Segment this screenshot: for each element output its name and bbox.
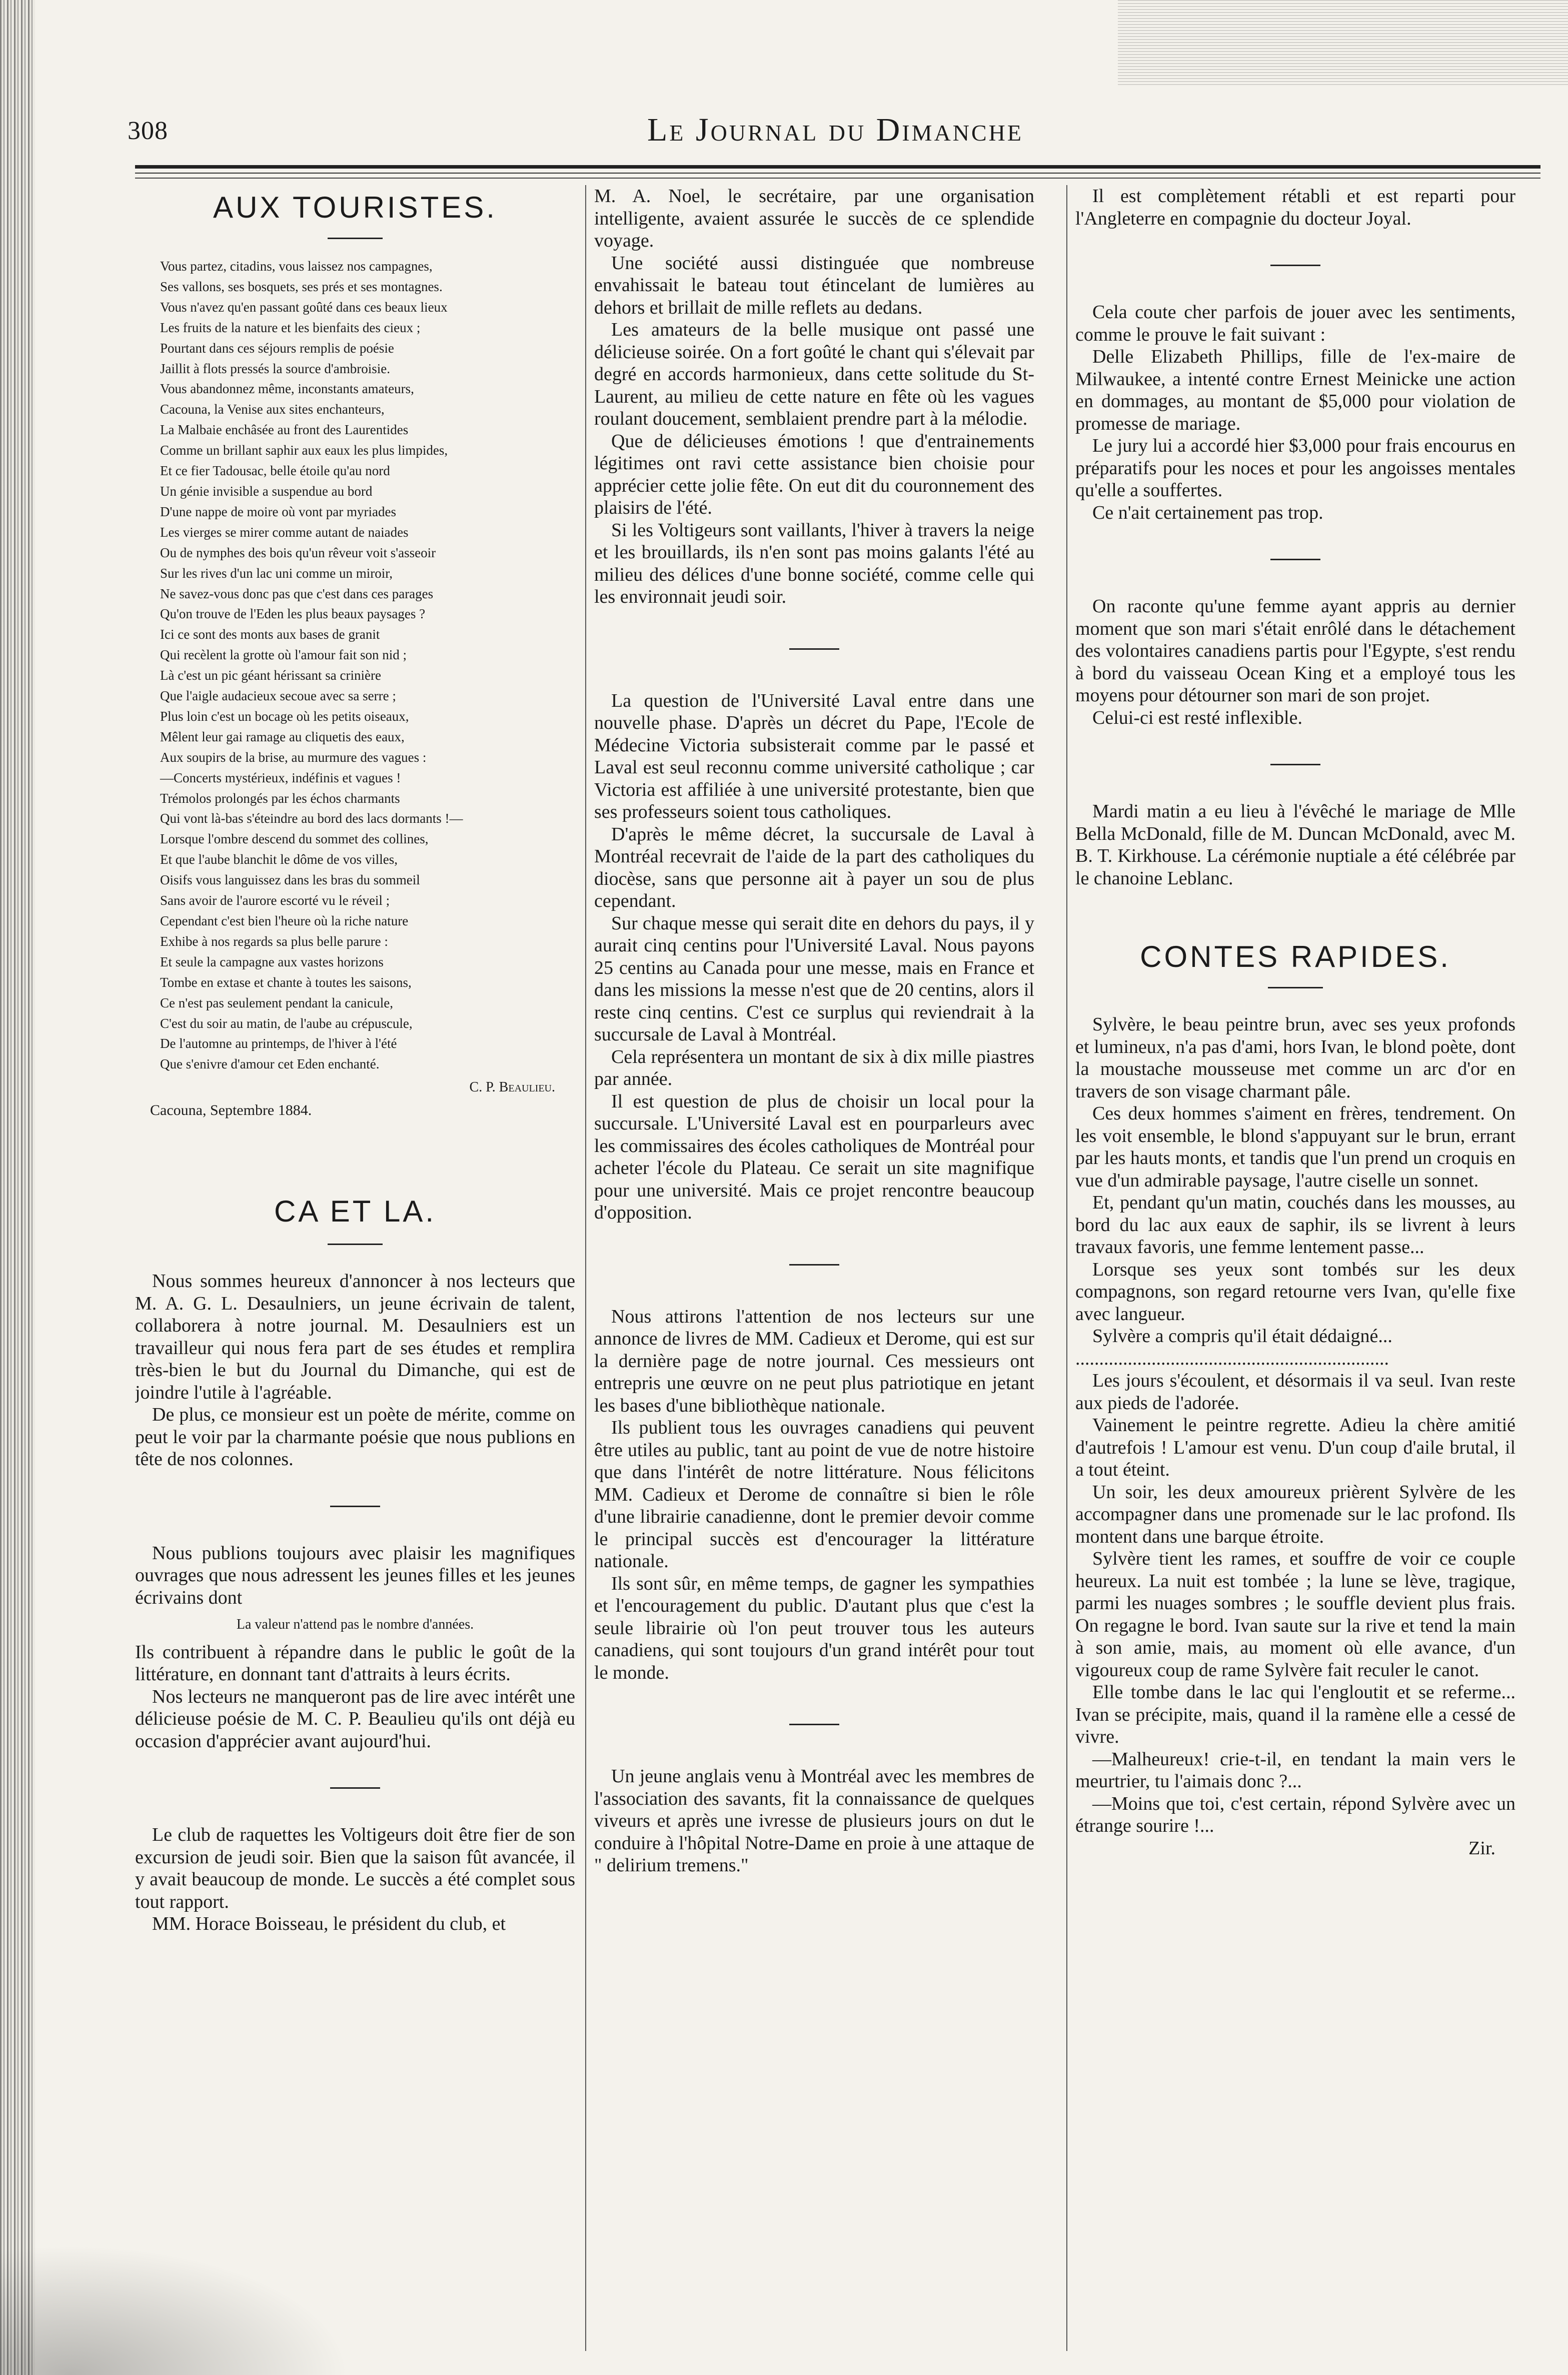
poem-line: Jaillit à flots pressés la source d'ambroisie. [160, 361, 391, 376]
poem-line: Là c'est un pic géant hérissant sa crinière [160, 668, 381, 683]
article-separator [1270, 559, 1320, 560]
paragraph: Et, pendant qu'un matin, couchés dans les mousses, au bord du lac aux eaux de saphir, ils se livrent à leurs travaux favoris, une femme lentement passe... [1075, 1192, 1515, 1258]
section-title-contes-rapides: CONTES RAPIDES. [1140, 940, 1451, 973]
article-separator [330, 1787, 380, 1789]
story-signature: Zir. [1468, 1837, 1495, 1859]
paragraph: MM. Horace Boisseau, le président du club, et [152, 1913, 506, 1935]
journal-title: Le Journal du Dimanche [647, 112, 1024, 148]
page-header [128, 105, 1543, 160]
paragraph: Nous attirons l'attention de nos lecteurs sur une annonce de livres de MM. Cadieux et Derome, qui est sur la dernière page de notre journal. Ces messieurs ont entrepris une œuvre on ne peut plus patriotique en jetant les bases d'une bibliothèque nationale. [594, 1306, 1034, 1416]
poem-line: Et que l'aube blanchit le dôme de vos villes, [160, 852, 398, 867]
article-separator [330, 1506, 380, 1507]
poem-line: C'est du soir au matin, de l'aube au crépuscule, [160, 1015, 413, 1031]
ca-et-la-body [135, 1270, 575, 1935]
poem-line: Plus loin c'est un bocage où les petits oiseaux, [160, 708, 409, 724]
poem-line: Ou de nymphes des bois qu'un rêveur voit s'asseoir [160, 545, 436, 560]
paragraph: Delle Elizabeth Phillips, fille de l'ex-maire de Milwaukee, a intenté contre Ernest Meinicke une action en dommages, au montant de $5,000 pour violation de promesse de mariage. [1075, 346, 1515, 434]
poem-line: De l'automne au printemps, de l'hiver à l'été [160, 1036, 397, 1051]
paragraph: Un soir, les deux amoureux prièrent Sylvère de les accompagner dans une promenade sur le lac profond. Ils montent dans une barque étroite. [1075, 1481, 1515, 1547]
article-separator [789, 1264, 839, 1266]
poem-line: Les fruits de la nature et les bienfaits des cieux ; [160, 320, 421, 335]
poem-line: Et seule la campagne aux vastes horizons [160, 954, 384, 969]
poem-line: Qu'on trouve de l'Eden les plus beaux paysages ? [160, 606, 426, 622]
paragraph: Sylvère, le beau peintre brun, avec ses yeux profonds et lumineux, n'a pas d'ami, hors Ivan, le blond poète, dont la moustache mousseuse met comme un arc d'or en travers de son visage charmant pâle. [1075, 1014, 1515, 1102]
poem-line: Aux soupirs de la brise, au murmure des vagues : [160, 749, 427, 765]
paragraph: Si les Voltigeurs sont vaillants, l'hiver à travers la neige et les brouillards, ils n'en sont pas moins galants l'été au milieu des délices d'une bonne société, comme celle qui les environnait jeudi soir. [594, 519, 1034, 607]
poem-line: Un génie invisible a suspendue au bord [160, 483, 373, 499]
column-1 [135, 185, 575, 2351]
paragraph: Les amateurs de la belle musique ont passé une délicieuse soirée. On a fort goûté le chant qui s'élevait par degré en accords harmonieux, dans cette solitude du St-Laurent, au milieu de cette nature en fête où les vagues roulant doucement, semblaient prendre part à la mélodie. [594, 319, 1034, 429]
column-rule-1 [585, 185, 586, 2351]
poem-line: La Malbaie enchâsée au front des Laurentides [160, 422, 409, 438]
poem-line: Vous abandonnez même, inconstants amateurs, [160, 381, 414, 397]
section-title-ca-et-la: CA ET LA. [274, 1195, 437, 1229]
paragraph: Les jours s'écoulent, et désormais il va seul. Ivan reste aux pieds de l'adorée. [1075, 1370, 1515, 1414]
title-dash [328, 238, 383, 239]
paragraph: —Moins que toi, c'est certain, répond Sylvère avec un étrange sourire !... [1075, 1793, 1515, 1836]
poem-line: Trémolos prolongés par les échos charmants [160, 790, 400, 806]
poem-line: Ne savez-vous donc pas que c'est dans ces parages [160, 586, 434, 601]
paragraph: Ils publient tous les ouvrages canadiens qui peuvent être utiles au public, tant au point de vue de notre histoire que dans l'intérêt de notre littérature. Nous félicitons MM. Cadieux et Derome de connaître si bien le rôle d'une librairie canadienne, dont le premier devoir comme le principal succès est d'encourager la littérature nationale. [594, 1417, 1034, 1572]
article-separator [789, 648, 839, 650]
header-rule-thin [135, 173, 1540, 174]
paragraph: Que de délicieuses émotions ! que d'entrainements légitimes ont ravi cette assistance bien choisie pour apprécier cette jolie fête. On eut dit du couronnement des plaisirs de l'été. [594, 430, 1034, 518]
poem-line: Les vierges se mirer comme autant de naiades [160, 524, 409, 540]
paragraph: La question de l'Université Laval entre dans une nouvelle phase. D'après un décret du Pape, l'Ecole de Médecine Victoria subsisterait comme par le passé et Laval est seul reconnu comme université catholique ; car Victoria est affiliée à une université protestante, bien que ses professeurs soient tous catholiques. [594, 690, 1034, 822]
poem-line: Sans avoir de l'aurore escorté vu le réveil ; [160, 893, 390, 908]
poem-line: Ses vallons, ses bosquets, ses prés et ses montagnes. [160, 279, 443, 294]
paragraph: Cela représentera un montant de six à dix mille piastres par année. [594, 1046, 1034, 1089]
title-dash [1268, 987, 1323, 988]
article-separator [1270, 265, 1320, 266]
header-rule-thick [135, 165, 1540, 169]
paragraph: Ils contribuent à répandre dans le public le goût de la littérature, en donnant tant d'attraits à leurs écrits. [135, 1641, 575, 1685]
paragraph: Vainement le peintre regrette. Adieu la chère amitié d'autrefois ! L'amour est venu. D'un coup d'aile brutal, il a tout éteint. [1075, 1415, 1515, 1480]
paragraph: Nous publions toujours avec plaisir les magnifiques ouvrages que nous adressent les jeunes filles et les jeunes écrivains dont [135, 1542, 575, 1608]
poem-line: D'une nappe de moire où vont par myriades [160, 504, 396, 519]
paragraph: Celui-ci est resté inflexible. [1092, 707, 1302, 728]
quotation: La valeur n'attend pas le nombre d'années. [236, 1617, 474, 1633]
scan-smudge-top-right [1118, 0, 1568, 85]
paragraph: De plus, ce monsieur est un poète de mérite, comme on peut le voir par la charmante poésie que nous publions en tête de nos colonnes. [135, 1404, 575, 1470]
poem-line: Que l'aigle audacieux secoue avec sa serre ; [160, 688, 396, 704]
poem-line: Ce n'est pas seulement pendant la canicule, [160, 995, 393, 1010]
paragraph: On raconte qu'une femme ayant appris au dernier moment que son mari s'était enrôlé dans le détachement des volontaires canadiens partis pour l'Egypte, s'est rendu à bord du vaisseau Ocean King et a employé tous les moyens pour détourner son mari de son projet. [1075, 596, 1515, 706]
paragraph: Ils sont sûr, en même temps, de gagner les sympathies et l'encouragement du public. D'autant plus que c'est la seule librairie où l'on peut trouver tous les auteurs canadiens, qui sont toujours d'un grand intérêt pour tout le monde. [594, 1573, 1034, 1683]
title-dash [328, 1244, 383, 1245]
column-3 [1075, 185, 1515, 2351]
header-rule-thin-2 [135, 178, 1540, 179]
poem-line: Qui recèlent la grotte où l'amour fait son nid ; [160, 647, 407, 663]
poem-line: Oisifs vous languissez dans les bras du sommeil [160, 872, 420, 888]
paragraph: Il est question de plus de choisir un local pour la succursale. L'Université Laval est en pourparleurs avec les commissaires des écoles catholiques de Montréal pour acheter l'école du Plateau. Ce serait un site magnifique pour une université. Mais ce projet rencontre beaucoup d'opposition. [594, 1090, 1034, 1223]
poem-line: Sur les rives d'un lac uni comme un miroir, [160, 565, 393, 581]
poem-line: Qui vont là-bas s'éteindre au bord des lacs dormants !— [160, 811, 463, 826]
paragraph: Le jury lui a accordé hier $3,000 pour frais encourus en préparatifs pour les noces et pour les angoisses mentales qu'elle a souffertes. [1075, 435, 1515, 501]
paragraph: Une société aussi distinguée que nombreuse envahissait le bateau tout étincelant de lumières au dehors et brillait de mille reflets au dedans. [594, 252, 1034, 318]
poem-line: Cependant c'est bien l'heure où la riche nature [160, 913, 409, 928]
paragraph: Mardi matin a eu lieu à l'évêché le mariage de Mlle Bella McDonald, fille de M. Duncan McDonald, avec M. B. T. Kirkhouse. La cérémonie nuptiale a été célébrée par le chanoine Leblanc. [1075, 801, 1515, 889]
paragraph: Sylvère a compris qu'il était dédaigné... [1092, 1326, 1392, 1347]
poem-aux-touristes [135, 256, 575, 1098]
poem-signature: C. P. Beaulieu. [469, 1079, 555, 1095]
paragraph: Elle tombe dans le lac qui l'engloutit et se referme... Ivan se précipite, mais, quand il la ramène elle a cessé de vivre. [1075, 1682, 1515, 1747]
poem-line: Comme un brillant saphir aux eaux les plus limpides, [160, 443, 448, 458]
poem-line: Lorsque l'ombre descend du sommet des collines, [160, 831, 429, 847]
poem-line: Vous n'avez qu'en passant goûté dans ces beaux lieux [160, 299, 448, 315]
page-number: 308 [128, 117, 168, 145]
poem-line: —Concerts mystérieux, indéfinis et vagues ! [160, 770, 401, 785]
paragraph: Sylvère tient les rames, et souffre de voir ce couple heureux. La nuit est tombée ; la lune se lève, tragique, parmi les nuages sombres ; le souffle devient plus frais. On regagne le bord. Ivan saute sur la rive et tend la main à son amie, mais, au moment où elle avance, d'un vigoureux coup de rame Sylvère fait reculer le canot. [1075, 1548, 1515, 1681]
poem-line: Et ce fier Tadousac, belle étoile qu'au nord [160, 463, 390, 479]
column-rule-2 [1066, 185, 1067, 2351]
paragraph: Il est complètement rétabli et est reparti pour l'Angleterre en compagnie du docteur Joyal. [1075, 186, 1515, 229]
paragraph: Sur chaque messe qui serait dite en dehors du pays, il y aurait cinq centins pour l'Université Laval. Nous payons 25 centins au Canada pour une messe, mais en France et dans les missions la messe n'est que de 20 centins, alors il reste cinq centins. C'est ce surplus qui reviendrait à la succursale de Laval à Montréal. [594, 912, 1034, 1045]
scan-binding-edge [0, 0, 35, 2375]
paragraph: Un jeune anglais venu à Montréal avec les membres de l'association des savants, fit la connaissance de quelques viveurs et après une ivresse de plusieurs jours on dut le conduire à l'hôpital Notre-Dame en proie à une attaque de " delirium tremens." [594, 1766, 1034, 1876]
paragraph: Nos lecteurs ne manqueront pas de lire avec intérêt une délicieuse poésie de M. C. P. Beaulieu qu'ils ont déjà eu occasion d'apprécier avant aujourd'hui. [135, 1686, 575, 1752]
poem-line: Cacouna, la Venise aux sites enchanteurs, [160, 402, 385, 417]
paragraph: Ces deux hommes s'aiment en frères, tendrement. On les voit ensemble, le blond s'appuyant sur le brun, errant par les hauts monts, et tandis que l'un prend un croquis en vue d'un admirable paysage, l'autre ciselle un sonnet. [1075, 1103, 1515, 1191]
paragraph: M. A. Noel, le secrétaire, par une organisation intelligente, avaient assurée le succès de ce splendide voyage. [594, 186, 1034, 251]
poem-dateline: Cacouna, Septembre 1884. [150, 1102, 312, 1119]
ellipsis-line: .................................................................. [1075, 1348, 1389, 1369]
poem-line: Que s'enivre d'amour cet Eden enchanté. [160, 1056, 380, 1072]
poem-line: Vous partez, citadins, vous laissez nos campagnes, [160, 259, 433, 274]
paragraph: Le club de raquettes les Voltigeurs doit être fier de son excursion de jeudi soir. Bien que la saison fût avancée, il y avait beaucoup de monde. Le succès a été complet sous tout rapport. [135, 1824, 575, 1912]
paragraph: Lorsque ses yeux sont tombés sur les deux compagnons, son regard retourne vers Ivan, qu'elle fixe avec langueur. [1075, 1259, 1515, 1325]
paragraph: Cela coute cher parfois de jouer avec les sentiments, comme le prouve le fait suivant : [1075, 302, 1515, 345]
poem-line: Mêlent leur gai ramage au cliquetis des eaux, [160, 729, 405, 744]
paragraph: D'après le même décret, la succursale de Laval à Montréal recevrait de l'aide de la part des catholiques du diocèse, sans que personne ait à payer un sou de plus cependant. [594, 823, 1034, 911]
poem-line: Pourtant dans ces séjours remplis de poésie [160, 340, 394, 356]
paragraph: Nous sommes heureux d'annoncer à nos lecteurs que M. A. G. L. Desaulniers, un jeune écrivain de talent, collaborera à notre journal. M. Desaulniers est un travailleur qui nous fera part de ses études et remplira très-bien le but du Journal du Dimanche, qui est de joindre l'utile à l'agréable. [135, 1271, 575, 1403]
poem-line: Exhibe à nos regards sa plus belle parure : [160, 933, 388, 949]
section-title-aux-touristes: AUX TOURISTES. [213, 191, 497, 224]
article-separator [1270, 764, 1320, 765]
column-2 [594, 185, 1034, 2351]
paragraph: Ce n'ait certainement pas trop. [1092, 502, 1323, 523]
poem-line: Tombe en extase et chante à toutes les saisons, [160, 974, 412, 990]
article-separator [789, 1724, 839, 1725]
paragraph: —Malheureux! crie-t-il, en tendant la main vers le meurtrier, tu l'aimais donc ?... [1075, 1748, 1515, 1792]
poem-line: Ici ce sont des monts aux bases de granit [160, 627, 380, 642]
